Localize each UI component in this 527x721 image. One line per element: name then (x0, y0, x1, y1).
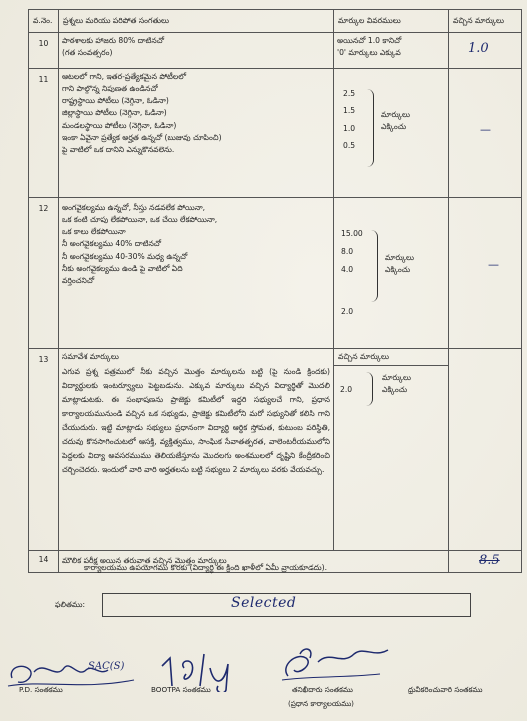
brace-label: మార్కులు (385, 253, 415, 262)
brace-label: మార్కులు (381, 110, 411, 119)
marks-value: 8.0 (341, 247, 354, 256)
question-line: నీకు అంగవైకల్యము ఉండి పై వాటిలో ఏది (62, 263, 183, 273)
question-line: వర్తించనిచో (62, 275, 95, 285)
table-row (29, 33, 522, 69)
awarded-cell (449, 33, 522, 69)
marks-value: 4.0 (341, 265, 354, 274)
marks-line: అయినచో 1.0 కానిచో (337, 36, 402, 45)
question-line: ఒక కంటి చూపు లేకపోయినా, ఒక చేయి లేకపోయినా, (62, 215, 218, 225)
question-line: ఇంకా ఏవైనా ప్రత్యేక అర్హత ఉన్నచో (బుజువు చూపించి) (62, 132, 222, 142)
question-line: (గత సంవత్సరం) (62, 48, 113, 58)
question-line: పై వాటిలో ఒక దానిని ఎన్నుకొనవలెను. (62, 144, 175, 154)
awarded-cell (449, 551, 522, 573)
marks-value: 15.00 (341, 229, 363, 238)
question-line: గాని పాల్గొన్న నిపుణత ఉండినచో (62, 84, 158, 94)
marks-subheader: వచ్చిన మార్కులు (334, 349, 448, 366)
brace-label: ఎక్కించు (381, 122, 407, 132)
awarded-cell (449, 198, 522, 349)
row-number: 13 (29, 349, 59, 551)
awarded-value: 1.0 (468, 41, 489, 56)
pd-signature-text: SAC(S) (88, 661, 125, 672)
marks-value: 1.5 (343, 106, 356, 116)
curly-brace (367, 89, 374, 167)
question-line: మౌలిక పరీక్ష అయిన తరువాత వచ్చిన మొత్తం మార్కులు (62, 556, 227, 566)
table-row (29, 69, 522, 198)
question-cell (59, 33, 334, 69)
brace-label: ఎక్కించు (385, 265, 411, 275)
row-number: 10 (29, 33, 59, 69)
awarded-cell (449, 349, 522, 551)
question-line: ఒక కాలు లేకపోయినా (62, 227, 126, 237)
marks-line: '0' మార్కులు ఎక్కువ (337, 48, 401, 58)
table-row (29, 198, 522, 349)
marks-value: 2.5 (343, 89, 356, 98)
result-label: ఫలితము: (55, 600, 86, 609)
header-marks-awarded: వచ్చిన మార్కులు (449, 10, 522, 33)
marks-detail-cell (334, 349, 449, 551)
office-use-note: కార్యాలయము ఉపయోగము కొరకు (విద్యార్థి ఈ క్రింది ఖాళీలో ఏమీ వ్రాయకూడదు). (84, 563, 328, 572)
question-cell (59, 69, 334, 198)
marks-detail-cell (334, 198, 449, 349)
marks-detail-cell (334, 33, 449, 69)
inspector-signature-label: తనిఖీదారు సంతకము (292, 685, 353, 694)
question-title: సమావేశ మార్కులు (62, 352, 119, 361)
table-row (29, 349, 522, 551)
curly-brace (366, 372, 373, 406)
awarded-dash: — (480, 123, 491, 136)
question-line: నీ అంగవైకల్యము 40% దాటినచో (62, 239, 162, 249)
scholarship-marks-table (28, 9, 522, 573)
marks-detail-cell (334, 69, 449, 198)
marks-value: 2.0 (340, 385, 353, 394)
inspector-signature (270, 640, 410, 686)
pd-signature-label: P.D. సంతకము (19, 685, 63, 694)
question-paragraph: ఎగువ ప్రశ్న పత్రములో నీకు వచ్చిన మొత్తం మార్కులను బట్టి (పై నుండి క్రిందకు) విద్యార్థులకు ఇంటర్వ్యూలు పెట్టబడును. ఎక్కువ మార్కులు వచ్చిన విద్యార్థితో మొదలి మాట్లాడుటకు. ఈ సంభాషణను ప్రాజెక్టు కమిటీలో ఇద్దరి సభ్యులచే గాని, ప్రధాన కార్యాలయమునుండి వచ్చిన ఒక సభ్యుడు, ప్రాజెక్టు కమిటీలోని మరో సభ్యునితో కలిసి గాని చేయుదురు. ఇట్టి మాట్లాడు సభ్యులు ప్రధానంగా విద్యార్థి ఆర్థిక స్తోమత, కుటుంబ పరిస్థితి, చదువు కొనసాగించుటలో ఆసక్తి, వ్యక్తిత్వము, సాంఘిక సేవాతత్పరత, వాలెంటరీయములోని పెద్దలకు విద్యా అవసరముము తెలియజేస్తూను మొదలగు అంశములలో దృష్టిని కేంద్రీకరించి చర్చించెదరు. ఇందులో వారి వారి అర్హతలను బట్టి సభ్యులు 2 మార్కులు వరకు వేయవచ్చు. (62, 367, 330, 475)
marks-value: 2.0 (341, 307, 354, 316)
brace-label: మార్కులు (382, 373, 412, 382)
question-cell (59, 349, 334, 551)
row-number: 14 (29, 551, 59, 573)
header-sno: వ.నెం. (29, 10, 59, 33)
header-question: ప్రశ్నలు మరియు పరిపోత సంగతులు (59, 10, 334, 33)
row-number: 12 (29, 198, 59, 349)
question-line: రాష్ట్రస్థాయి పోటీలు (నెగ్గినా, ఓడినా) (62, 96, 169, 106)
question-line: జిల్లాస్థాయి పోటీలు (నెగ్గినా, ఓడినా) (62, 108, 167, 118)
inspector-office-label: (ప్రధాన కార్యాలయము) (288, 699, 354, 708)
row-number: 11 (29, 69, 59, 198)
marks-value: 1.0 (343, 123, 356, 133)
question-line: పాఠశాలకు హాజరు 80% దాటినచో (62, 36, 165, 45)
brace-label: ఎక్కించు (382, 385, 408, 395)
marks-value: 0.5 (343, 141, 356, 151)
awarded-cell (449, 69, 522, 198)
result-box (102, 593, 471, 617)
final-signature-label: ధ్రువీకరించువారి సంతకము (408, 685, 483, 694)
question-cell (59, 198, 334, 349)
question-line: అంగవైకల్యము ఉన్నచో, నీస్తు నడవలేక పోయినా, (62, 203, 206, 212)
question-line: మండలస్థాయి పోటీలు (నెగ్గినా, ఓడినా) (62, 120, 177, 130)
result-value: Selected (231, 595, 297, 611)
bootpa-signature-label: BOOTPA సంతకము (151, 685, 211, 694)
question-line: నీ అంగవైకల్యము 40-30% మధ్య ఉన్నచో (62, 251, 188, 261)
awarded-total: 8.5 (479, 553, 500, 568)
curly-brace (371, 230, 378, 302)
awarded-dash: — (488, 258, 499, 271)
question-line: ఆటలలో గాని, ఇతర-ప్రత్యేకమైన పోటీలలో (62, 72, 187, 81)
table-header-row (29, 10, 522, 33)
header-marks-detail: మార్కుల వివరములు (334, 10, 449, 33)
